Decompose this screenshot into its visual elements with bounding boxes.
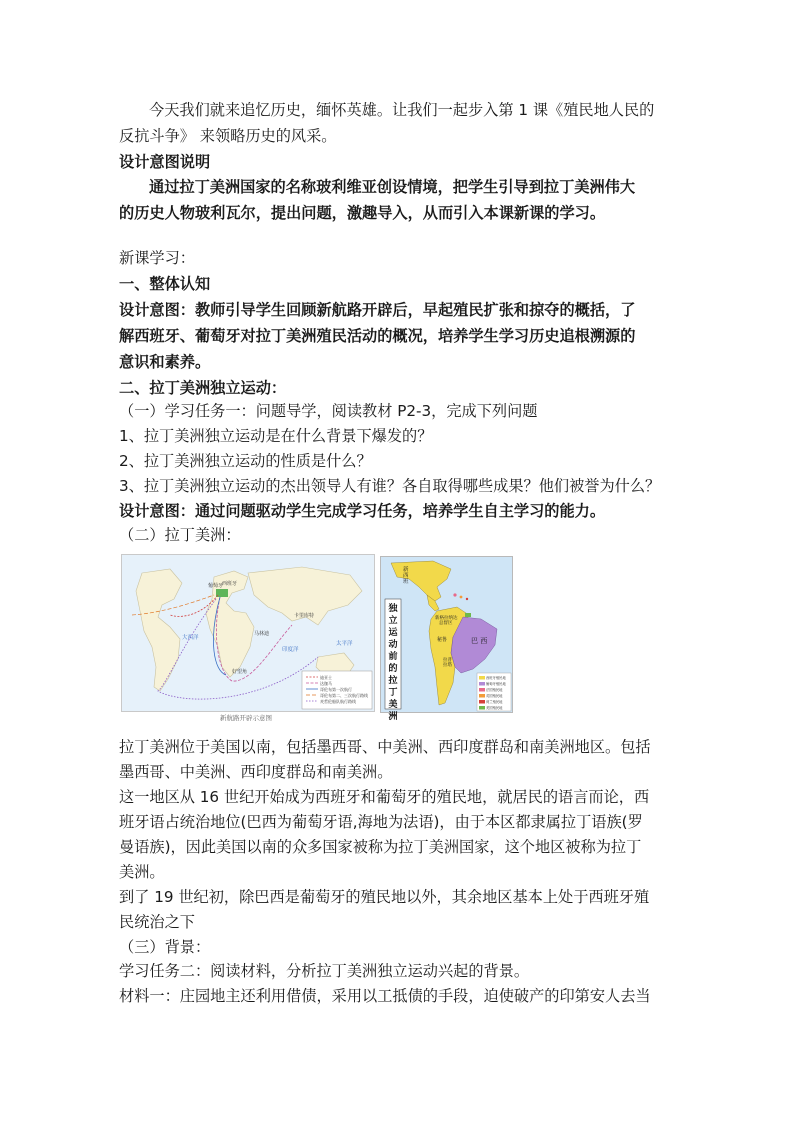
task-1: （一）学习任务一：问题导学，阅读教材 P2-3，完成下列问题 xyxy=(119,402,538,420)
intro-line-1: 今天我们就来追忆历史，缅怀英雄。让我们一起步入第 1 课《殖民地人民的 xyxy=(149,101,655,119)
map-right-vertical-title: 独立运动前的拉丁美洲 xyxy=(388,604,398,722)
intro-line-2: 反抗斗争》 来领略历史的风采。 xyxy=(119,127,337,145)
svg-text:荷兰殖民地: 荷兰殖民地 xyxy=(486,700,503,704)
design-1-line-2: 解西班牙、葡萄牙对拉丁美洲殖民活动的概况，培养学生学习历史追根溯源的 xyxy=(119,327,636,345)
section-2-heading: 二、拉丁美洲独立运动： xyxy=(119,379,287,397)
section-1-heading: 一、整体认知 xyxy=(119,275,211,293)
map-left-caption: 新航路开辟示意图 xyxy=(220,714,272,722)
svg-text:新格拉纳达: 新格拉纳达 xyxy=(435,616,458,621)
svg-text:巴 西: 巴 西 xyxy=(471,637,488,645)
question-1: 1、拉丁美洲独立运动是在什么背景下爆发的？ xyxy=(119,427,433,445)
svg-text:大西洋: 大西洋 xyxy=(182,635,199,641)
svg-text:印度洋: 印度洋 xyxy=(282,647,299,653)
svg-text:拉塔: 拉塔 xyxy=(443,663,452,668)
colony-line-4: 美洲。 xyxy=(119,863,165,881)
svg-text:班: 班 xyxy=(403,579,409,585)
c19-line-2: 民统治之下 xyxy=(119,913,195,931)
svg-text:总督区: 总督区 xyxy=(439,621,453,626)
latam-line-1: 拉丁美洲位于美国以南，包括墨西哥、中美洲、西印度群岛和南美洲地区。包括 xyxy=(119,738,651,756)
latin-america-map-graphic xyxy=(381,557,512,712)
svg-text:拉普: 拉普 xyxy=(443,658,452,663)
svg-text:太平洋: 太平洋 xyxy=(336,641,353,647)
svg-text:美国殖民地: 美国殖民地 xyxy=(486,706,503,710)
svg-text:英国殖民地: 英国殖民地 xyxy=(486,694,503,698)
svg-text:好望角: 好望角 xyxy=(232,669,248,675)
svg-text:西班牙殖民地: 西班牙殖民地 xyxy=(486,676,506,680)
latin-america-map xyxy=(380,556,513,722)
svg-text:秘鲁: 秘鲁 xyxy=(437,637,448,643)
subsection-2-heading: （二）拉丁美洲： xyxy=(119,526,241,544)
colony-line-2: 班牙语占统治地位(巴西为葡萄牙语,海地为法语)，由于本区都隶属拉丁语族(罗 xyxy=(119,813,643,831)
question-2: 2、拉丁美洲独立运动的性质是什么？ xyxy=(119,452,372,470)
svg-text:西班牙: 西班牙 xyxy=(222,581,238,587)
design-1-line-3: 意识和素养。 xyxy=(119,353,211,371)
svg-text:哥伦布第二、三次航行路线: 哥伦布第二、三次航行路线 xyxy=(320,693,368,698)
svg-text:哥伦布第一次航行: 哥伦布第一次航行 xyxy=(320,687,352,692)
colony-line-3: 曼语族)，因此美国以南的众多国家被称为拉丁美洲国家，这个地区被称为拉丁 xyxy=(119,838,642,856)
colony-line-1: 这一地区从 16 世纪开始成为西班牙和葡萄牙的殖民地，就居民的语言而论，西 xyxy=(119,788,650,806)
svg-text:新: 新 xyxy=(403,567,409,573)
new-lesson-heading: 新课学习： xyxy=(119,249,195,267)
svg-text:卡里库特: 卡里库特 xyxy=(294,613,315,619)
design-2: 设计意图：通过问题驱动学生完成学习任务，培养学生自主学习的能力。 xyxy=(119,502,605,520)
design-intent-line-1: 通过拉丁美洲国家的名称玻利维亚创设情境，把学生引导到拉丁美洲伟大 xyxy=(149,178,635,196)
design-intent-line-2: 的历史人物玻利瓦尔，提出问题，激趣导入，从而引入本课新课的学习。 xyxy=(119,204,605,222)
svg-text:麦哲伦船队航行路线: 麦哲伦船队航行路线 xyxy=(320,699,356,704)
svg-text:马林迪: 马林迪 xyxy=(254,631,270,637)
material-1: 材料一：庄园地主还利用借债，采用以工抵债的手段，迫使破产的印第安人去当 xyxy=(119,987,651,1005)
design-1-line-1: 设计意图：教师引导学生回顾新航路开辟后，早起殖民扩张和掠夺的概括，了 xyxy=(119,301,636,319)
new-sea-routes-map xyxy=(121,554,375,712)
task-2: 学习任务二：阅读材料，分析拉丁美洲独立运动兴起的背景。 xyxy=(119,962,530,980)
svg-text:法国殖民地: 法国殖民地 xyxy=(486,688,503,692)
latam-line-2: 墨西哥、中美洲、西印度群岛和南美洲。 xyxy=(119,763,393,781)
subsection-3-heading: （三）背景： xyxy=(119,938,211,956)
svg-text:达伽马: 达伽马 xyxy=(320,681,332,686)
world-map-graphic xyxy=(122,555,374,711)
svg-text:葡萄牙殖民地: 葡萄牙殖民地 xyxy=(486,682,506,686)
c19-line-1: 到了 19 世纪初，除巴西是葡萄牙的殖民地以外，其余地区基本上处于西班牙殖 xyxy=(119,888,650,906)
svg-text:西: 西 xyxy=(403,573,409,579)
svg-text:葡萄牙: 葡萄牙 xyxy=(208,583,224,589)
question-3: 3、拉丁美洲独立运动的杰出领导人有谁？各自取得哪些成果？他们被誉为什么？ xyxy=(119,477,661,495)
design-intent-heading: 设计意图说明 xyxy=(119,153,211,171)
svg-text:迪亚士: 迪亚士 xyxy=(320,675,332,680)
